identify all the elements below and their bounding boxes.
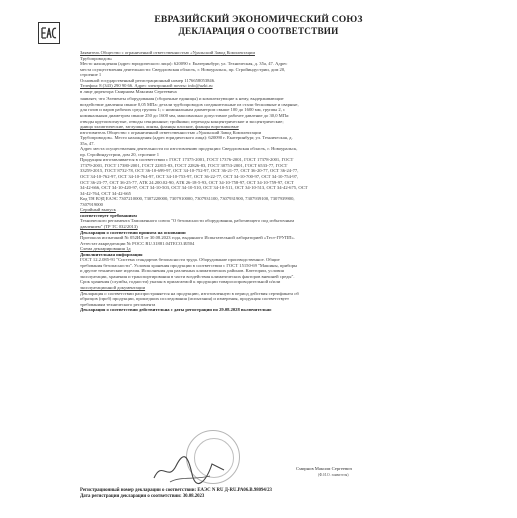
applies-line: образцов (проб) продукции, прошедших исследования (испытания) и измерения, продукция соответствует bbox=[80, 296, 289, 302]
signature-mark bbox=[150, 452, 230, 488]
additional-line: эксплуатационной документации bbox=[80, 284, 146, 290]
standards-line: ОСТ 36-23-77, ОСТ 36-25-77, АТК 24.200.02-90, АТК 26-18-5-93, ОСТ 34-10-758-97, ОСТ 34-10-759-97, ОСТ bbox=[80, 179, 294, 185]
registration-date: Дата регистрации декларации о соответствии: 30.08.2023 bbox=[80, 494, 205, 499]
requirements-line: Технического регламента Таможенного союза "О безопасности оборудования, работающего под избыточным bbox=[80, 218, 295, 224]
standards-line: ОСТ 34-10-762-97, ОСТ 34-10-764-97, ОСТ 34-10-753-97, ОСТ 36-22-77, ОСТ 34-10-700-97, ОСТ 34-10-754-97, bbox=[80, 174, 299, 180]
manufacturer-line: 35а, 47. bbox=[80, 140, 95, 146]
applicant-representative: в лице директора Смирнова Максима Сергеевича bbox=[80, 88, 177, 94]
applicant-line: места осуществления деятельности: Свердловская область, г. Новоуральск, пр. Стройиндустрии, дом 20, bbox=[80, 66, 286, 72]
basis-line: Аттестат аккредитации № РОСС RU.31881.04ТЕСО.ИЛ04 bbox=[80, 240, 195, 246]
standards-line: 17379-2001, ГОСТ 17380-2001, ГОСТ 22815-83, ГОСТ 22826-83, ГОСТ 30753-2001, ГОСТ 6533-77, ГОСТ bbox=[80, 162, 288, 168]
basis-label: Декларация о соответствии принята на основании bbox=[80, 229, 186, 235]
applicant-contacts: Телефон: 8 (343) 290 90 66. Адрес электронной почты: info@uzkt.ru bbox=[80, 83, 213, 89]
product-line: воздействие давления свыше 0,05 МПа: детали трубопроводов соединительные из стали бесшовные и сварные, bbox=[80, 101, 299, 107]
requirements-line: давлением" (ТР ТС 032/2013) bbox=[80, 223, 138, 229]
additional-line: требования безопасности". Условия хранения продукции в соответствии с ГОСТ 15150-69 "Машины, приборы bbox=[80, 262, 298, 268]
applicant-line: Трубопроводов» bbox=[80, 55, 113, 61]
signer-role: (Ф.И.О. заявителя) bbox=[318, 473, 349, 477]
product-line: днища эллиптические, заглушки, линзы, фланцы плоские, фланцы воротниковые bbox=[80, 124, 239, 130]
document-title: ДЕКЛАРАЦИЯ О СООТВЕТСТВИИ bbox=[178, 26, 339, 36]
signer-name: Смирнов Максим Сергеевич bbox=[296, 466, 352, 471]
product-line: для газов и паров рабочих сред группы 1; с номинальным диаметром свыше 100 до 1600 мм, группы 2, с bbox=[80, 107, 286, 113]
additional-line: эксплуатации, хранения и транспортирования в части воздействия климатических факторов внешней среды". bbox=[80, 273, 295, 279]
basis-line: Схема декларирования 1д bbox=[80, 246, 131, 252]
applicant-line: Основной государственный регистрационный номер 1176658053846. bbox=[80, 77, 216, 83]
product-line: номинальным диаметром свыше 250 до 1600 мм, максимально допустимое рабочее давление до 30,0 МПа: bbox=[80, 113, 290, 119]
additional-label: Дополнительная информация bbox=[80, 251, 143, 257]
standards-line: 34-42-666, ОСТ 34-10-420-97, ОСТ 34-10-503, ОСТ 34-10-510, ОСТ 34-10-511, ОСТ 34-10-513, ОСТ 34-42-675, ОСТ bbox=[80, 185, 308, 191]
validity-line: Декларация о соответствии действительна с даты регистрации по 29.08.2028 включительно bbox=[80, 307, 272, 313]
standards-line: 33259-2015, ГОСТ 8732-78, ОСТ 36-10-699-97, ОСТ 34-10-752-97, ОСТ 36-21-77, ОСТ 36-20-77, ОСТ 36-24-77, bbox=[80, 168, 299, 174]
manufacturer-line: изготовитель Общество с ограниченной ответственностью «Уральский Завод Комплектации bbox=[80, 129, 262, 135]
standards-line: 34-42-764, ОСТ 34-42-665 bbox=[80, 190, 131, 196]
manufacturer-line: Трубопроводов». Место нахождения (адрес юридического лица): 620090 г. Екатеринбург, ул. Техническая, д. bbox=[80, 135, 293, 141]
applies-line: требованиям технического регламента bbox=[80, 301, 156, 307]
manufacturer-line: Адрес места осуществления деятельности по изготовлению продукции: Свердловская область, г. Новоуральск, bbox=[80, 146, 298, 152]
manufacturer-line: пр. Стройиндустрии, дом 20, строение 1 bbox=[80, 151, 160, 157]
product-line: отводы крутоизогнутые, отводы секционные; тройники; переходы концентрические и эксцентрические; bbox=[80, 118, 284, 124]
standards-line: Продукция изготавливается в соответствии с ГОСТ 17375-2001, ГОСТ 17376-2001, ГОСТ 17378-2001, ГОСТ bbox=[80, 157, 294, 163]
additional-line: ГОСТ 12.2.085-91 "Система стандартов безопасности труда. Оборудование производственное. Общие bbox=[80, 257, 280, 263]
applicant-line: Заявитель Общество с ограниченной ответственностью «Уральский Завод Комплектации bbox=[80, 50, 255, 55]
additional-line: и другие технические изделия. Исполнения для различных климатических районов. Категории, условия bbox=[80, 268, 284, 274]
product-line: заявляет, что Элементы оборудования (сборочные единицы) и комплектующие к нему, выдерживающие bbox=[80, 96, 284, 102]
applies-line: Декларация о соответствии распространяется на продукцию, изготовленную в период действия сертификата об bbox=[80, 290, 299, 296]
applicant-line: строение 1 bbox=[80, 72, 102, 78]
hs-code-line: 7307919000 bbox=[80, 201, 103, 207]
declaration-body bbox=[80, 50, 442, 313]
applicant-line: Место нахождения (адрес юридического лица): 620090 г. Екатеринбург, ул. Техническая, д. 35а, 47. Адрес bbox=[80, 61, 288, 67]
hs-code-line: Код ТН ВЭД ЕАЭС 7307210000, 7307220000, 7307910000, 7307931100, 7307931900, 7307939100, 7307939900, bbox=[80, 196, 295, 202]
registration-block bbox=[80, 488, 442, 500]
union-heading: ЕВРАЗИЙСКИЙ ЭКОНОМИЧЕСКИЙ СОЮЗ bbox=[154, 14, 363, 25]
requirements-label: соответствует требованиям bbox=[80, 212, 137, 218]
registration-number: Регистрационный номер декларации о соответствии: ЕАЭС N RU Д-RU.РА06.В.98094/23 bbox=[80, 488, 272, 493]
additional-line: Срок хранения (службы, годности) указан в прилагаемой к продукции товаросопроводительной и/или bbox=[80, 279, 281, 285]
production-type: Серийный выпуск bbox=[80, 207, 116, 213]
basis-line: Протокола испытаний № 052ИЛ от 30.08.2023 года, выданного Испытательной лабораторией «Тест-ГРУПП». bbox=[80, 235, 295, 241]
